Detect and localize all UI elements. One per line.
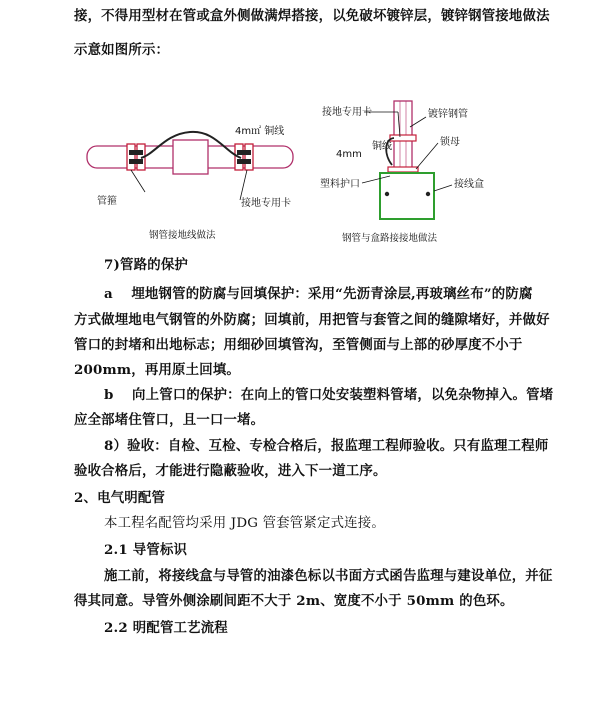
caption-left: 钢管接地线做法: [149, 230, 216, 241]
section-7a-line-3: 管口的封堵和出地标志；用细砂回填管沟，至管侧面与上部的砂厚度不小于: [74, 337, 523, 353]
figure-pipe-grounding: [85, 104, 300, 244]
section-2-1-line-2: 得其同意。导管外侧涂刷间距不大于 2m、宽度不小于 50mm 的色环。: [74, 593, 514, 609]
section-7a-line-1: a 埋地钢管的防腐与回填保护：采用“先沥青涂层,再玻璃丝布”的防腐: [104, 286, 533, 302]
caption-right: 钢管与盒路接接地做法: [342, 233, 438, 244]
section-2-heading: 2、电气明配管: [74, 490, 166, 506]
wire-label-right-b: 铜线: [372, 141, 392, 152]
intro-line-1: 接，不得用型材在管或盒外侧做满焊搭接，以免破坏镀锌层，镀锌钢管接地做法: [74, 8, 550, 24]
section-7b-line-1: b 向上管口的保护：在向上的管口处安装塑料管堵，以免杂物掉入。管堵: [104, 387, 554, 403]
section-2-1-heading: 2.1 导管标识: [104, 542, 188, 558]
section-7-heading: 7)管路的保护: [104, 257, 189, 273]
section-2-2-heading: 2.2 明配管工艺流程: [104, 620, 228, 636]
box-label: 接线盒: [454, 179, 484, 190]
junction-box-shape: [380, 173, 434, 219]
clip-label-left: 接地专用卡: [241, 198, 291, 209]
clip-label-right: 接地专用卡: [322, 107, 372, 118]
section-2-1-line-1: 施工前，将接线盒与导管的油漆色标以书面方式函告监理与建设单位，并征: [104, 568, 553, 584]
wire-label-left: 4m㎡ 铜线: [235, 126, 285, 137]
coupling-shape: [173, 140, 208, 174]
figure-pipe-box-grounding: [318, 95, 523, 255]
section-8-line-2: 验收合格后，才能进行隐蔽验收，进入下一道工序。: [74, 463, 387, 479]
section-7a-line-4: 200mm，再用原土回填。: [74, 362, 241, 378]
section-7b-line-2: 应全部堵住管口，且一口一堵。: [74, 412, 265, 428]
intro-line-2: 示意如图所示：: [74, 42, 170, 58]
section-2-line-1: 本工程名配管均采用 JDG 管套管紧定式连接。: [104, 516, 385, 531]
nut-label: 锁母: [440, 137, 460, 148]
section-7a-line-2: 方式做埋地电气钢管的外防腐；回填前，用把管与套管之间的缝隙堵好，并做好: [74, 312, 550, 328]
pipe-label: 镀锌钢管: [428, 109, 468, 120]
wire-label-right-a: 4mm: [336, 149, 362, 160]
lock-nut-shape: [388, 167, 418, 172]
section-8-line-1: 8）验收：自检、互检、专检合格后，报监理工程师验收。只有监理工程师: [104, 438, 549, 454]
coupling-label: 管箍: [97, 196, 117, 207]
bushing-label: 塑料护口: [320, 179, 360, 190]
